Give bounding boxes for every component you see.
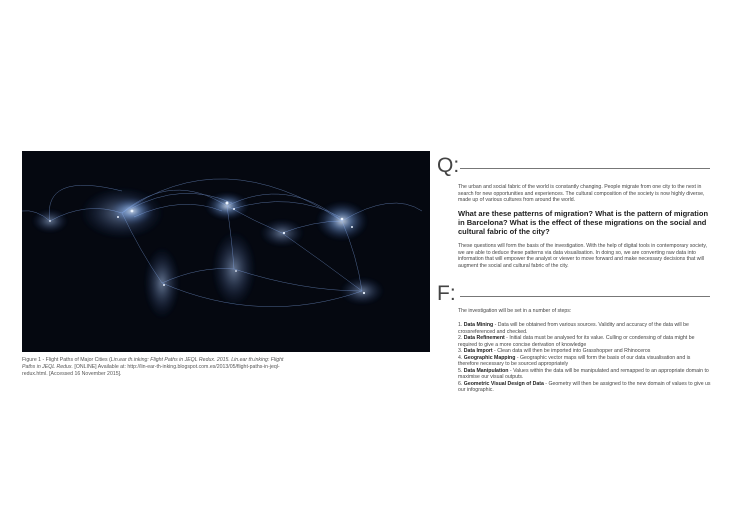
step-number: 1. (458, 322, 463, 328)
step-item (458, 355, 712, 368)
step-item (458, 381, 712, 394)
step-title: Data Manipulation (463, 367, 509, 374)
q-section-letter: Q: (437, 154, 460, 177)
step-title: Geometric Visual Design of Data (463, 380, 544, 387)
q-body-paragraph: These questions will form the basis of the investigation. With the help of digital tools in contemporary society, we are able to deduce these patterns via data visualisation. In doing so, we are converting raw data into information that will empower the analyst or viewer to move forward and make necessary decisions that will augment the social and cultural fabric of the city. (458, 243, 708, 269)
step-item (458, 322, 712, 335)
q-intro-paragraph: The urban and social fabric of the world is constantly changing. People migrate from one city to the next in search for new opportunities and experiences. The cultural composition of the society is now highly diverse, made up of various cultures from around the world. (458, 184, 705, 204)
step-number: 2. (458, 335, 463, 342)
step-number: 5. (458, 367, 463, 374)
flight-paths-map-image (22, 151, 430, 352)
caption-online: [ONLINE] Available at: http://lin-ear-th-inking.blogspot.com.es/2013/05/flight-paths-in-jeql-redux.html. [Accessed 16 November 2015]. (22, 363, 280, 377)
step-item (458, 368, 712, 381)
f-section-letter: F: (437, 282, 456, 305)
step-title: Data Import (463, 348, 493, 355)
world-map-graphic (22, 151, 430, 352)
step-text: - Data will be obtained from various sources. Validity and accuracy of the data will be crossreferenced and checked. (458, 322, 689, 335)
step-text: - Values within the data will be manipulated and remapped to an appropriate domain to maximise our visual outputs. (458, 367, 709, 381)
q-section-rule (460, 168, 710, 169)
step-number: 3. (458, 348, 463, 355)
caption-source: Lin.ear th.inking: Flight Paths in JEQL Redux. 2015. Lin.ear th.inking: Flight Paths in JEQL Redux. (22, 357, 284, 370)
step-text: - Geometry will then be assigned to the new domain of values to give us our infographic. (458, 380, 711, 394)
step-text: - Clean data will then be imported into Grasshopper and Rhinoceros (492, 348, 651, 355)
caption-label: Figure 1 - Flight Paths of Major Cities ( (22, 357, 111, 363)
step-number: 4. (458, 354, 463, 361)
step-text: - Initial data must be analysed for its value. Culling or condensing of data might be required to give a more concise derivation of knowledge (458, 335, 695, 348)
f-section-rule (460, 296, 710, 297)
step-item (458, 335, 712, 348)
step-title: Data Refinement (463, 335, 505, 342)
f-intro-paragraph: The investigation will be set in a number of steps: (458, 308, 572, 314)
step-title: Geographic Mapping (463, 354, 516, 361)
step-text: - Geographic vector maps will form the basis of our data visualisation and is therefore necessary to be sourced appropriately (458, 354, 691, 368)
figure-caption (22, 357, 297, 378)
research-question: What are these patterns of migration? What is the pattern of migration in Barcelona? What is the effect of these migrations on the social and cultural fabric of the city? (458, 209, 709, 236)
steps-list (458, 322, 712, 394)
step-number: 6. (458, 380, 463, 387)
step-title: Data Mining (463, 322, 494, 328)
